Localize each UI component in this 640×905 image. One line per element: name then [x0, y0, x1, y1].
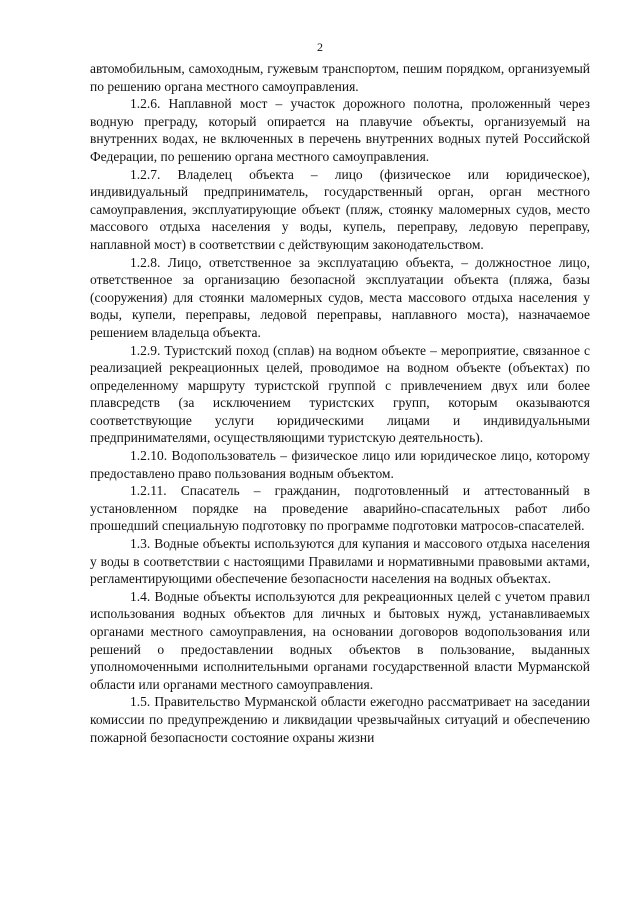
paragraph-1-4: 1.4. Водные объекты используются для рекреационных целей с учетом правил использования водных объектов для личных и бытовых нужд, устанавливаемых органами местного самоуправления, на основании договоров водопользования или решений о предоставлении водных объектов в пользование, выданных уполномоченными исполнительными органами государственной власти Мурманской области или органами местного самоуправления.: [90, 588, 590, 692]
paragraph-1-2-6: 1.2.6. Наплавной мост – участок дорожного полотна, проложенный через водную преграду, который опирается на плавучие объекты, организуемый на внутренних водах, не включенных в перечень внутренних водных путей Российской Федерации, по решению органа местного самоуправления.: [90, 96, 590, 164]
paragraph-continuation: автомобильным, самоходным, гужевым транспортом, пешим порядком, организуемый по решению органа местного самоуправления.: [90, 61, 590, 94]
paragraph-1-2-8: 1.2.8. Лицо, ответственное за эксплуатацию объекта, – должностное лицо, ответственное за организацию безопасной эксплуатации объекта (пляжа, базы (сооружения) для стоянки маломерных судов, места массового отдыха населения у воды, купели, переправы, ледовой переправы, наплавного моста), назначаемое решением владельца объекта.: [90, 254, 590, 340]
paragraph-1-2-9: 1.2.9. Туристский поход (сплав) на водном объекте – мероприятие, связанное с реализацией рекреационных целей, проводимое на водном объекте (объектах) по определенному маршруту туристской группой с привлечением двух или более плавсредств (за исключением туристских групп, которым оказываются соответствующие услуги юридическими лицами и индивидуальными предпринимателями, осуществляющими туристскую деятельность).: [90, 342, 590, 446]
paragraph-1-3: 1.3. Водные объекты используются для купания и массового отдыха населения у воды в соответствии с настоящими Правилами и нормативными правовыми актами, регламентирующими обеспечение безопасности населения на водных объектах.: [90, 536, 590, 587]
document-body: [90, 60, 590, 746]
paragraph-1-2-7: 1.2.7. Владелец объекта – лицо (физическое или юридическое), индивидуальный предприниматель, государственный орган, орган местного самоуправления, эксплуатирующие объект (пляж, стоянку маломерных судов, место массового отдыха населения у воды, купель, переправу, ледовую переправу, наплавной мост) в соответствии с действующим законодательством.: [90, 166, 590, 252]
paragraph-1-2-11: 1.2.11. Спасатель – гражданин, подготовленный и аттестованный в установленном порядке на проведение аварийно-спасательных работ либо прошедший специальную подготовку по программе подготовки матросов-спасателей.: [90, 483, 590, 534]
page-number: 2: [317, 40, 323, 54]
paragraph-1-2-10: 1.2.10. Водопользователь – физическое лицо или юридическое лицо, которому предоставлено право пользования водным объектом.: [90, 448, 590, 481]
paragraph-1-5: 1.5. Правительство Мурманской области ежегодно рассматривает на заседании комиссии по предупреждению и ликвидации чрезвычайных ситуаций и обеспечению пожарной безопасности состояние охраны жизни: [90, 694, 590, 745]
